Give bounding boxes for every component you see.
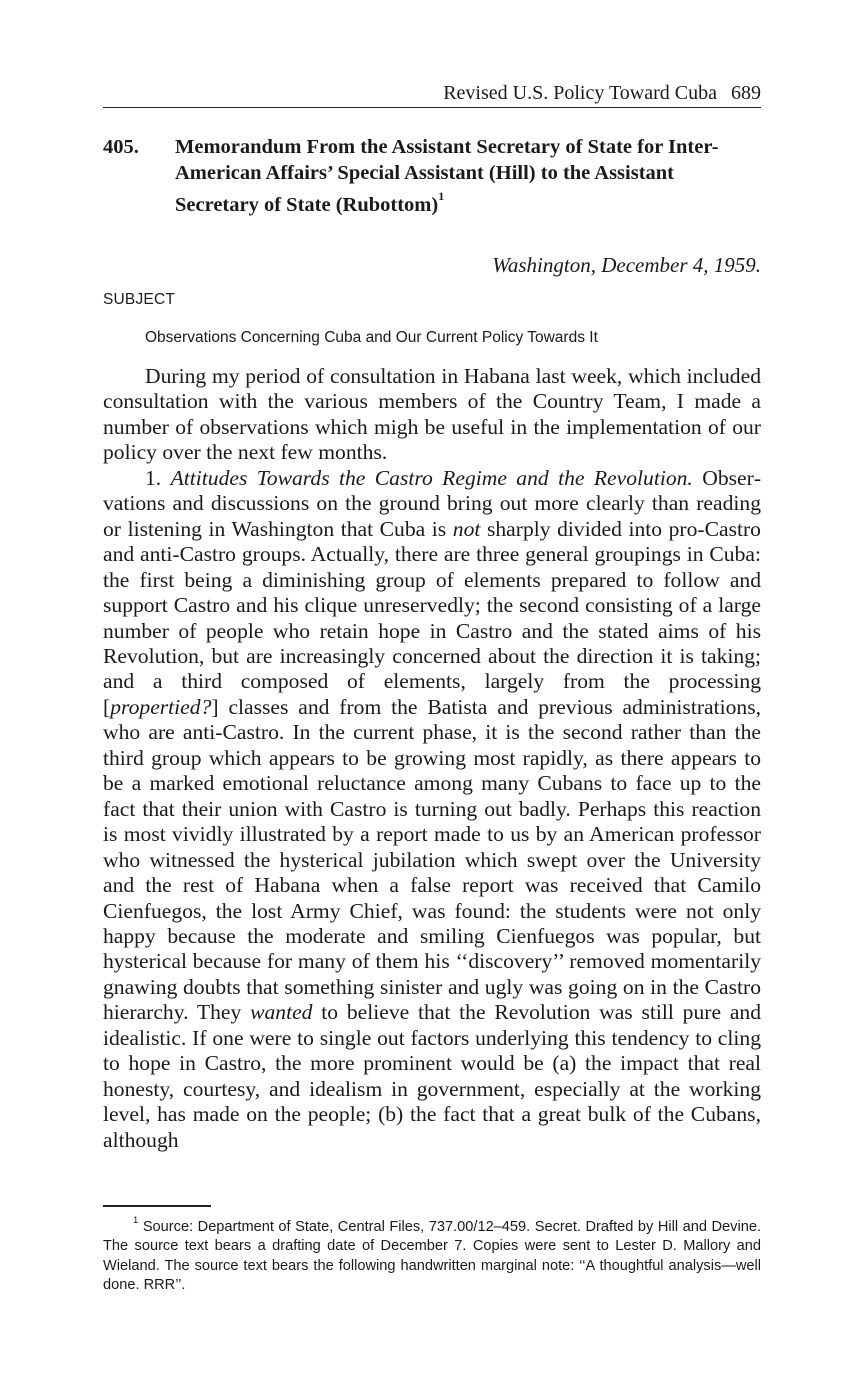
running-head xyxy=(103,80,761,108)
section-heading: Attitudes Towards the Castro Regime and the Revolution. xyxy=(170,465,693,490)
page-number: 689 xyxy=(731,82,761,104)
document-heading xyxy=(103,134,761,218)
paragraph-text: classes and from the Batista and previous administrations, who are anti-Castro. In the current phase, it is the second rather than the third group which appears to be growing most rapidly, as there appears to be a marked emotional reluctance among many Cubans to face up to the fact that their union with Castro is turning out badly. Perhaps this reaction is most vividly illustrated by a report made to us by an American professor who witnessed the hysterical jubilation which swept over the University and the rest of Habana when a false report was received that Camilo Cienfuegos, the lost Army Chief, was found: the students were not only happy because the moderate and smiling Cienfuegos was popular, but hysterical because for many of them his ‘‘discovery’’ removed momentarily gnawing doubts that something sinister and ugly was going on in the Castro hierarchy. They xyxy=(103,694,761,1025)
running-head-title: Revised U.S. Policy Toward Cuba xyxy=(443,82,717,104)
dateline: Washington, December 4, 1959. xyxy=(492,253,761,277)
subject-text: Observations Concerning Cuba and Our Current Policy Towards It xyxy=(145,329,598,346)
paragraph-intro: During my period of consultation in Habana last week, which included consultation with the various members of the Country Team, I made a number of observations which migh be useful in the implementation of our policy over the next few months. xyxy=(103,364,761,465)
footnote-reference[interactable]: 1 xyxy=(438,189,445,203)
section-number: 1. xyxy=(145,465,162,490)
document-title-text: Memorandum From the Assistant Secretary of State for Inter-American Affairs’ Special Assistant (Hill) to the Assistant Secretary of State (Rubottom) xyxy=(175,136,719,216)
footnote-paragraph xyxy=(103,1213,761,1296)
footnote-divider xyxy=(103,1205,211,1207)
emphasis-wanted: wanted xyxy=(250,1000,313,1025)
paragraph-text: Observations and discussions on the ground bring out more clearly than reading or listening in Washington that Cuba is xyxy=(103,465,762,541)
memo-body xyxy=(103,364,761,1153)
emphasis-not: not xyxy=(452,516,481,541)
paragraph-text: to believe that the Revolution was still pure and idealistic. If one were to single out factors underlying this tendency to cling to hope in Castro, the more prominent would be (a) the impact that real honesty, courtesy, and idealism in government, especially at the working level, has made on the people; (b) the fact that a great bulk of the Cubans, although xyxy=(103,1000,761,1152)
footnote xyxy=(103,1213,761,1296)
subject-label: SUBJECT xyxy=(103,291,176,308)
document-title xyxy=(175,134,761,218)
footnote-marker: 1 xyxy=(133,1215,139,1226)
paragraph-text: sharply divided into pro-Castro and anti-Castro groups. Actually, there are three general groupings in Cuba: the first being a diminishing group of elements prepared to follow and support Castro and his clique unreservedly; the second consisting of a large number of people who retain hope in Castro and the stated aims of his Revolution, but are increasingly concerned about the direction it is taking; and a third composed of elements, largely from the processing xyxy=(103,516,761,694)
editorial-insertion: propertied? xyxy=(110,694,212,719)
document-number: 405. xyxy=(103,136,139,158)
footnote-text: Source: Department of State, Central Files, 737.00/12–459. Secret. Drafted by Hill and Devine. The source text bears a drafting date of December 7. Copies were sent to Lester D. Mallory and Wieland. The source text bears the following handwritten marginal note: ‘‘A thoughtful analysis—well done. RRR’’. xyxy=(103,1218,761,1294)
paragraph-attitudes: 1. Attitudes Towards the Castro Regime and the Revolution. Observations and discussions on the ground bring out more clearly than reading or listening in Washington that Cuba is not sharply divided into pro-Castro and anti-Castro groups. Actually, there are three general groupings in Cuba: the first being a diminishing group of elements prepared to follow and support Castro and his clique unreservedly; the second consisting of a large number of people who retain hope in Castro and the stated aims of his Revolution, but are increasingly concerned about the direction it is taking; and a third composed of elements, largely from the processing [propertied?] classes and from the Batista and previous administrations, who are anti-Castro. In the current phase, it is the second rather than the third group which appears to be growing most rapidly, as there appears to be a marked emotional reluctance among many Cubans to face up to the fact that their union with Castro is turning out badly. Perhaps this reaction is most vividly illustrated by a report made to us by an American professor who witnessed the hysterical jubilation which swept over the University and the rest of Habana when a false report was received that Camilo Cienfuegos, the lost Army Chief, was found: the students were not only happy because the moderate and smiling Cienfuegos was popular, but hysterical because for many of them his ‘‘discovery’’ removed momentarily gnawing doubts that something sinister and ugly was going on in the Castro hierarchy. They wanted to believe that the Revolution was still pure and idealistic. If one were to single out factors underlying this tendency to cling to hope in Castro, the more prominent would be (a) the impact that real honesty, courtesy, and idealism in government, especially at the working level, has made on the people; (b) the fact that a great bulk of the Cubans, although xyxy=(103,465,762,1152)
